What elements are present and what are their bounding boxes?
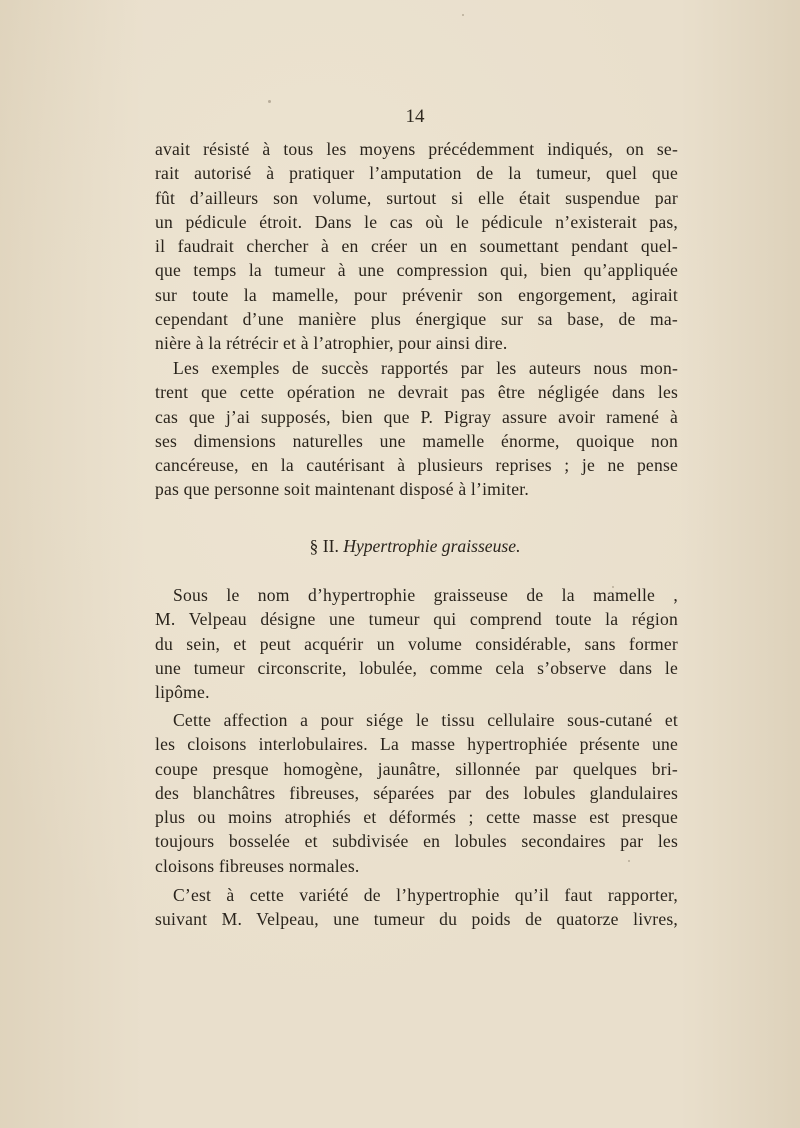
paragraph-definition bbox=[155, 583, 678, 704]
text-line: trent que cette opération ne devrait pas être négligée dans les bbox=[155, 382, 678, 403]
text-line: sur toute la mamelle, pour prévenir son engorgement, agirait bbox=[155, 284, 678, 305]
text-line: plus ou moins atrophiés et déformés ; cette masse est presque bbox=[155, 807, 678, 828]
text-line: fût d’ailleurs son volume, surtout si elle était suspendue par bbox=[155, 187, 678, 208]
text-line: Cette affection a pour siége le tissu cellulaire sous-cutané et bbox=[173, 710, 678, 730]
text-line: cancéreuse, en la cautérisant à plusieurs reprises ; je ne pense bbox=[155, 455, 678, 476]
paper-speck bbox=[268, 100, 271, 103]
text-line: C’est à cette variété de l’hypertrophie qu’il faut rapporter, bbox=[173, 885, 678, 905]
text-line: cependant d’une manière plus énergique sur sa base, de ma- bbox=[155, 309, 678, 330]
section-mark: § II. bbox=[309, 536, 339, 556]
text-line: Les exemples de succès rapportés par les auteurs nous mon- bbox=[173, 358, 678, 378]
text-line: suivant M. Velpeau, une tumeur du poids de quatorze livres, bbox=[155, 909, 678, 930]
text-line: que temps la tumeur à une compression qui, bien qu’appliquée bbox=[155, 260, 678, 281]
text-line: une tumeur circonscrite, lobulée, comme cela s’observe dans le bbox=[155, 657, 678, 678]
section-title: Hypertrophie graisseuse. bbox=[343, 536, 521, 556]
section-heading bbox=[0, 536, 800, 557]
text-line: cloisons fibreuses normales. bbox=[155, 855, 360, 876]
text-line: les cloisons interlobulaires. La masse hypertrophiée présente une bbox=[155, 734, 678, 755]
paper-speck bbox=[462, 14, 464, 16]
text-line: pas que personne soit maintenant disposé à l’imiter. bbox=[155, 479, 529, 500]
text-line: lipôme. bbox=[155, 682, 210, 703]
text-line: il faudrait chercher à en créer un en soumettant pendant quel- bbox=[155, 236, 678, 257]
text-line: nière à la rétrécir et à l’atrophier, pour ainsi dire. bbox=[155, 333, 508, 354]
text-line: un pédicule étroit. Dans le cas où le pédicule n’existerait pas, bbox=[155, 211, 678, 232]
text-line: M. Velpeau désigne une tumeur qui comprend toute la région bbox=[155, 609, 678, 630]
page-number: 14 bbox=[405, 106, 425, 127]
paragraph-anatomy bbox=[155, 708, 678, 878]
paragraph-continuation bbox=[155, 137, 678, 356]
text-line: des blanchâtres fibreuses, séparées par des lobules glandulaires bbox=[155, 782, 678, 803]
text-line: Sous le nom d’hypertrophie graisseuse de la mamelle , bbox=[173, 585, 678, 605]
paragraph-case bbox=[155, 883, 678, 932]
text-line: rait autorisé à pratiquer l’amputation de la tumeur, quel que bbox=[155, 163, 678, 184]
text-line: ses dimensions naturelles une mamelle énorme, quoique non bbox=[155, 430, 678, 451]
text-line: du sein, et peut acquérir un volume considérable, sans former bbox=[155, 633, 678, 654]
text-line: coupe presque homogène, jaunâtre, sillonnée par quelques bri- bbox=[155, 758, 678, 779]
paragraph-examples bbox=[155, 356, 678, 502]
text-line: cas que j’ai supposés, bien que P. Pigray assure avoir ramené à bbox=[155, 406, 678, 427]
text-line: toujours bosselée et subdivisée en lobules secondaires par les bbox=[155, 831, 678, 852]
text-line: avait résisté à tous les moyens précédemment indiqués, on se- bbox=[155, 139, 678, 159]
